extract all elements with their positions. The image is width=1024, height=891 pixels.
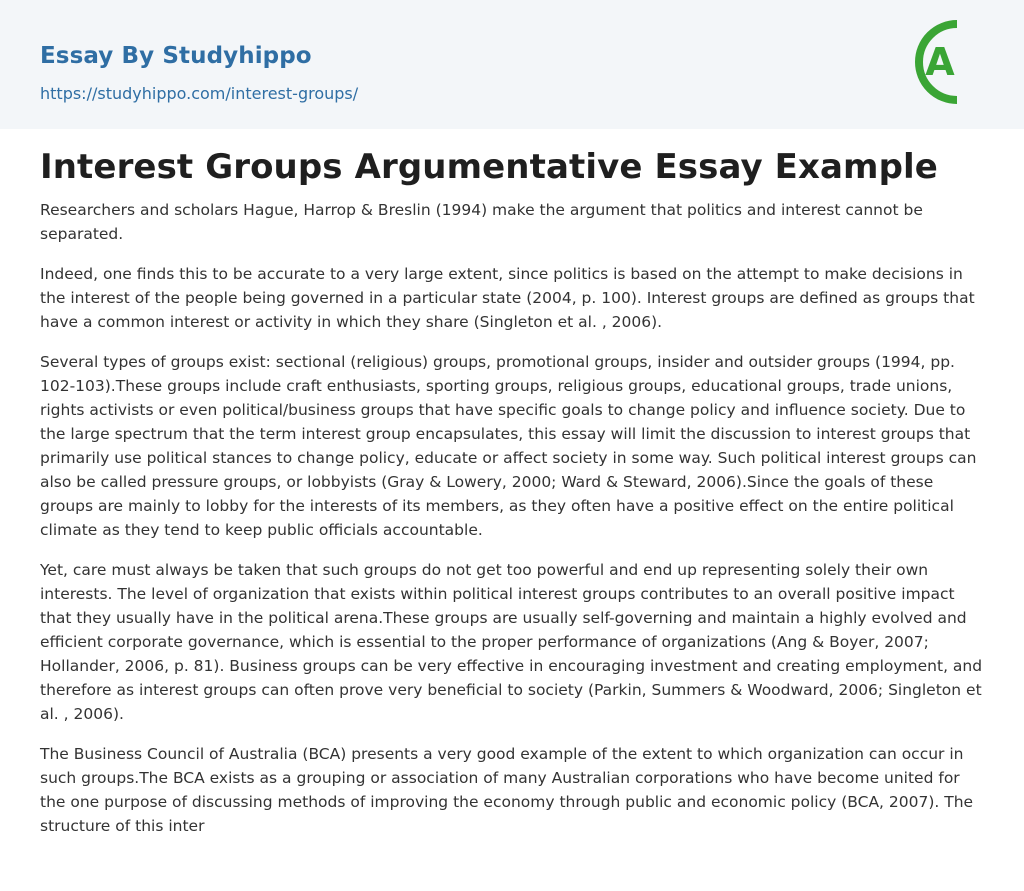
article-paragraph-5: The Business Council of Australia (BCA) presents a very good example of the extent to which organization can occur in such groups.The BCA exists as a grouping or association of many Australian corporations who have become united for the one purpose of discussing methods of improving the economy through public and economic policy (BCA, 2007). The structure of this inter <box>40 745 974 835</box>
article <box>40 143 986 854</box>
article-title: Interest Groups Argumentative Essay Example <box>40 147 938 187</box>
article-paragraph-3: Several types of groups exist: sectional (religious) groups, promotional groups, insider and outsider groups (1994, pp. 102-103).These groups include craft enthusiasts, sporting groups, religious groups, educational groups, trade unions, rights activists or even political/business groups that have specific goals to change policy and influence society. Due to the large spectrum that the term interest group encapsulates, this essay will limit the discussion to interest groups that primarily use political stances to change policy, educate or affect society in some way. Such political interest groups can also be called pressure groups, or lobbyists (Gray & Lowery, 2000; Ward & Steward, 2006).Since the goals of these groups are mainly to lobby for the interests of its members, as they often have a positive effect on the entire political climate as they tend to keep public officials accountable. <box>40 353 977 539</box>
article-paragraph-2: Indeed, one finds this to be accurate to a very large extent, since politics is based on the attempt to make decisions in the interest of the people being governed in a particular state (2004, p. 100). Interest groups are defined as groups that have a common interest or activity in which they share (Singleton et al. , 2006). <box>40 265 975 331</box>
article-paragraph-4: Yet, care must always be taken that such groups do not get too powerful and end up representing solely their own interests. The level of organization that exists within political interest groups contributes to an overall positive impact that they usually have in the political arena.These groups are usually self-governing and maintain a highly evolved and efficient corporate governance, which is essential to the proper performance of organizations (Ang & Boyer, 2007; Hollander, 2006, p. 81). Business groups can be very effective in encouraging investment and creating employment, and therefore as interest groups can often prove very beneficial to society (Parkin, Summers & Woodward, 2006; Singleton et al. , 2006). <box>40 561 983 723</box>
article-paragraph-1: Researchers and scholars Hague, Harrop & Breslin (1994) make the argument that politics and interest cannot be separated. <box>40 201 923 243</box>
studyhippo-logo-icon[interactable] <box>903 18 987 106</box>
site-header <box>0 0 1024 129</box>
logo-letter: A <box>925 40 955 84</box>
page-url-link[interactable]: https://studyhippo.com/interest-groups/ <box>40 84 359 103</box>
site-brand[interactable]: Essay By Studyhippo <box>40 43 312 69</box>
